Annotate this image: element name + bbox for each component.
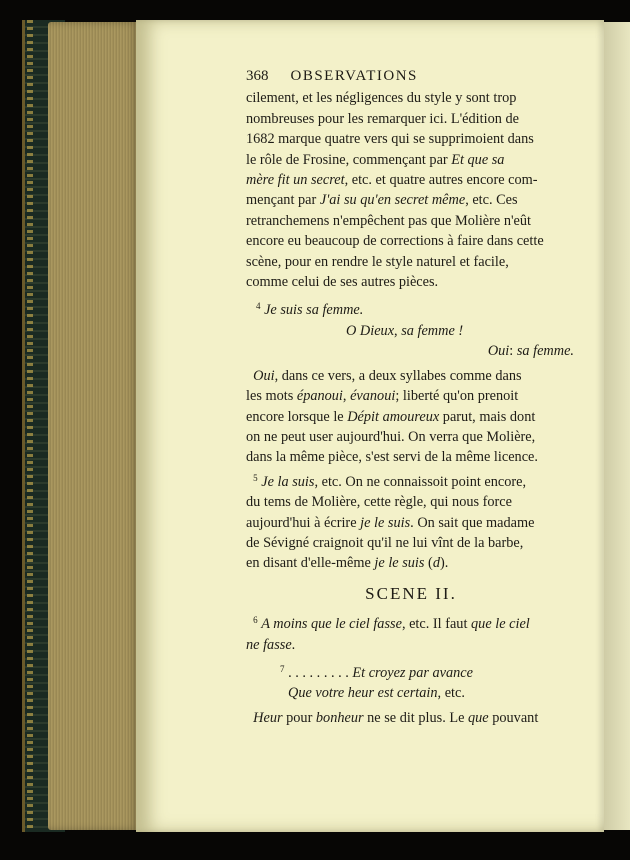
final-line: Heur pour bonheur ne se dit plus. Le que pouvant (253, 709, 539, 726)
note-6: $^6$ A moins que le ciel fasse, etc. Il faut que le ciel ne fasse. (246, 615, 530, 653)
note-4-verse: $^4$ Je suis sa femme. O Dieux, sa femme ! Oui: sa femme. (256, 301, 574, 360)
page-text (246, 66, 576, 728)
note-7-verse: $^7$ . . . . . . . . . Et croyez par avance Que votre heur est certain, etc. (280, 663, 473, 702)
running-header (246, 66, 576, 86)
facing-page-edge (604, 22, 630, 830)
paragraph-1: cilement, et les négligences du style y sont trop nombreuses pour les remarquer ici. L'édition de 1682 marque quatre vers qui se supprimoient dans le rôle de Frosine, commençant par Et que sa mère fit un secret, etc. et quatre autres encore com- mençant par J'ai su qu'en secret même, etc. Ces retranchemens n'empêchent pas que Molière n'eût encore eu beaucoup de corrections à faire dans cette scène, pour en rendre le style naturel et facile, comme celui de ses autres pièces. (246, 90, 544, 291)
scene-heading: SCENE II. (365, 583, 457, 603)
page-number: 368 (246, 68, 269, 84)
page-edges (48, 22, 140, 830)
running-title: OBSERVATIONS (290, 68, 418, 84)
note-5: $^5$ Je la suis, etc. On ne connaissoit point encore, du tems de Molière, cette règle, qui nous force aujourd'hui à écrire je le suis. On sait que madame de Sévigné craignoit qu'il ne lui vînt de la barbe, en disant d'elle-même je le suis (d). (246, 472, 535, 572)
paragraph-oui: Oui, dans ce vers, a deux syllabes comme dans les mots épanoui, évanoui; liberté qu'on prenoit encore lorsque le Dépit amoureux parut, mais dont on ne peut user aujourd'hui. On verra que Molière, dans la même pièce, s'est servi de la même licence. (246, 367, 538, 466)
